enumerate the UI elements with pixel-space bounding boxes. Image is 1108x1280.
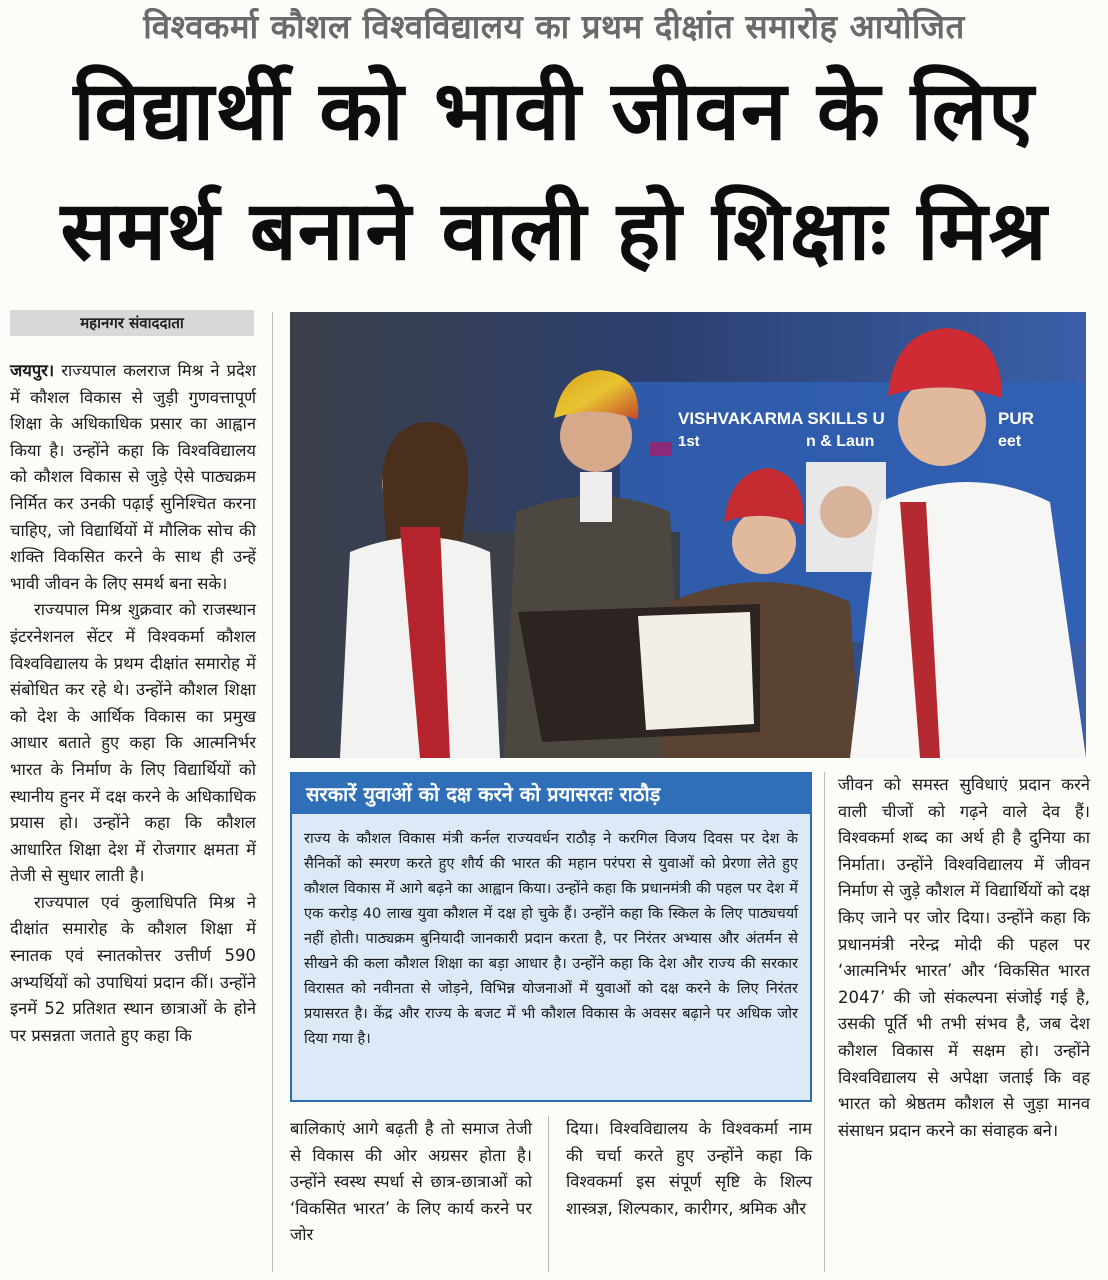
sidebar-box bbox=[290, 772, 812, 1102]
backdrop-text: eet bbox=[998, 433, 1022, 450]
paragraph: राज्यपाल एवं कुलाधिपति मिश्र ने दीक्षांत समारोह के कौशल शिक्षा में स्नातक एवं स्नातकोत्तर उत्तीर्ण 590 अभ्यर्थियों को उपाधियां प्रदान कीं। उन्होंने इनमें 52 प्रतिशत स्थान छात्राओं के होने पर प्रसन्नता जताते हुए कहा कि bbox=[10, 892, 256, 1045]
main-headline-line-1: विद्यार्थी को भावी जीवन के लिए bbox=[73, 64, 1035, 159]
backdrop-text: VISHVAKARMA SKILLS U bbox=[678, 409, 885, 428]
sidebar-box-title: सरकारें युवाओं को दक्ष करने को प्रयासरतः राठौड़ bbox=[292, 774, 812, 814]
column-divider bbox=[548, 1116, 549, 1272]
column-divider bbox=[824, 772, 825, 1272]
paragraph: राज्यपाल मिश्र शुक्रवार को राजस्थान इंटरनेशनल सेंटर में विश्वकर्मा कौशल विश्वविद्यालय के प्रथम दीक्षांत समारोह में संबोधित कर रहे थे। उन्होंने कौशल शिक्षा को देश के आर्थिक विकास का प्रमुख आधार बताते हुए कहा कि आत्मनिर्भर भारत के निर्माण के लिए विद्यार्थियों को स्थानीय हुनर में दक्ष करने के अधिकाधिक प्रयास हो। उन्होंने कहा कि कौशल आधारित शिक्षा देश में रोजगार क्षमता में तेजी से सुधार लाती है। bbox=[10, 600, 256, 886]
article-column-bottom-2: दिया। विश्वविद्यालय के विश्वकर्मा नाम की चर्चा करते हुए उन्होंने कहा कि विश्वकर्मा इस संपूर्ण सृष्टि के शिल्प शास्त्रज्ञ, शिल्पकार, कारीगर, श्रमिक और bbox=[566, 1119, 812, 1218]
byline: महानगर संवाददाता bbox=[10, 310, 254, 336]
main-headline-line-2: समर्थ बनाने वाली हो शिक्षाः मिश्र bbox=[60, 184, 1048, 279]
backdrop-text: PUR bbox=[998, 409, 1034, 428]
article-column-1 bbox=[10, 358, 256, 1049]
paragraph-text: राज्यपाल कलराज मिश्र ने प्रदेश में कौशल विकास से जुड़ी गुणवत्तापूर्ण शिक्षा के अधिकाधिक प्रसार का आह्वान किया है। उन्होंने कहा कि विश्वविद्यालय को कौशल विकास से जुड़े ऐसे पाठ्यक्रम निर्मित कर उनकी पढ़ाई सुनिश्चित करना चाहिए, जो विद्यार्थियों में मौलिक सोच की शक्ति विकसित करने के साथ ही उन्हें भावी जीवन के लिए समर्थ बना सके। bbox=[10, 361, 256, 593]
sidebar-box-body: राज्य के कौशल विकास मंत्री कर्नल राज्यवर्धन राठौड़ ने करगिल विजय दिवस पर देश के सैनिकों को स्मरण करते हुए शौर्य की भारत की महान परंपरा से युवाओं को प्रेरणा लेते हुए कौशल विकास में आगे बढ़ने का आह्वान किया। उन्होंने कहा कि प्रधानमंत्री की पहल पर देश में एक करोड़ 40 लाख युवा कौशल में दक्ष हो चुके हैं। उन्होंने कहा कि स्किल के लिए पाठ्यचर्या नहीं होती। पाठ्यक्रम बुनियादी जानकारी प्रदान करता है, पर निरंतर अभ्यास और अंतर्मन से सीखने की कला कौशल शिक्षा का बड़ा आधार है। उन्होंने कहा कि देश और राज्य की सरकार विरासत को नवीनता से जोड़ने, विभिन्न योजनाओं में युवाओं को दक्ष करने के लिए निरंतर प्रयासरत है। केंद्र और राज्य के बजट में भी कौशल विकास के अवसर बढ़ाने पर अधिक जोर दिया गया है। bbox=[304, 830, 799, 1047]
backdrop-text: 1st bbox=[678, 433, 700, 450]
paragraph bbox=[10, 358, 256, 597]
ceremony-photo bbox=[290, 312, 1086, 758]
dateline: जयपुर। bbox=[10, 361, 55, 380]
article-column-right: जीवन को समस्त सुविधाएं प्रदान करने वाली चीजों को गढ़ने वाले देव हैं। विश्वकर्मा शब्द का अर्थ ही है दुनिया का निर्माता। उन्होंने विश्वविद्यालय में जीवन निर्माण से जुड़े कौशल में विद्यार्थियों को दक्ष किए जाने पर जोर दिया। उन्होंने कहा कि प्रधानमंत्री नरेन्द्र मोदी की पहल पर ‘आत्मनिर्भर भारत’ और ‘विकसित भारत 2047’ की जो संकल्पना संजोई गई है, उसकी पूर्ति भी तभी संभव है, जब देश कौशल विकास में सक्षम हो। उन्होंने विश्वविद्यालय से अपेक्षा जताई कि वह भारत को श्रेष्ठतम कौशल से जुड़ा मानव संसाधन प्रदान करने का संवाहक बने। bbox=[838, 775, 1090, 1140]
kicker-headline: विश्वकर्मा कौशल विश्वविद्यालय का प्रथम दीक्षांत समारोह आयोजित bbox=[143, 7, 965, 46]
backdrop-text: n & Laun bbox=[806, 433, 875, 450]
article-column-bottom-1: बालिकाएं आगे बढ़ती है तो समाज तेजी से विकास की ओर अग्रसर होता है। उन्होंने स्वस्थ स्पर्धा से छात्र-छात्राओं को ‘विकसित भारत’ के लिए कार्य करने पर जोर bbox=[290, 1119, 532, 1245]
column-divider bbox=[272, 312, 273, 1272]
